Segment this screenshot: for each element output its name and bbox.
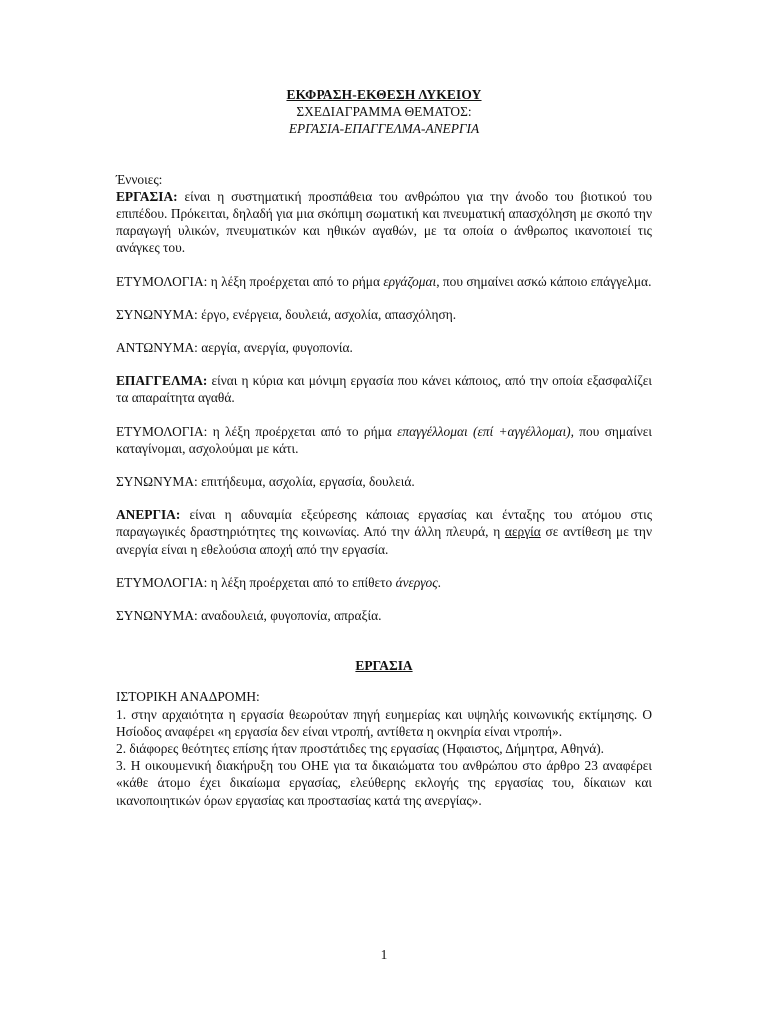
history-item: 2. διάφορες θεότητες επίσης ήταν προστάτιδες της εργασίας (Ηφαιστος, Δήμητρα, Αθηνά). bbox=[116, 741, 605, 757]
document-page bbox=[116, 86, 652, 809]
underlined-word: αεργία bbox=[504, 524, 541, 540]
profession-etymology: ΕΤΥΜΟΛΟΓΙΑ: η λέξη προέρχεται από το ρήμα επαγγέλλομαι (επί +αγγέλλομαι), που σημαίνει καταγίνομαι, ασχολούμαι με κάτι. bbox=[116, 423, 652, 456]
work-antonyms: ΑΝΤΩΝΥΜΑ: αεργία, ανεργία, φυγοπονία. bbox=[116, 340, 353, 356]
work-synonyms: ΣΥΝΩΝΥΜΑ: έργο, ενέργεια, δουλειά, ασχολία, απασχόληση. bbox=[116, 306, 457, 322]
unemployment-etymology: ΕΤΥΜΟΛΟΓΙΑ: η λέξη προέρχεται από το επίθετο άνεργος. bbox=[116, 574, 442, 590]
history-item: 1. στην αρχαιότητα η εργασία θεωρούταν πηγή ευημερίας και υψηλής κοινωνικής εκτίμησης. Ο Ησίοδος αναφέρει «η εργασία δεν είναι ντροπή, αντίθετα η οκνηρία είναι ντροπή». bbox=[116, 706, 652, 739]
document-topic: ΕΡΓΑΣΙΑ-ΕΠΑΓΓΕΛΜΑ-ΑΝΕΡΓΙΑ bbox=[288, 121, 480, 137]
history-item: 3. Η οικουμενική διακήρυξη του ΟΗΕ για τα δικαιώματα του ανθρώπου στο άρθρο 23 αναφέρει «κάθε άτομο έχει δικαίωμα εργασίας, ελεύθερης εκλογής της εργασίας του, δίκαιων και ικανοποιητικών όρων εργασίας και προστασίας κατά της ανεργίας». bbox=[116, 758, 652, 808]
unemployment-term: ΑΝΕΡΓΙΑ: bbox=[116, 507, 181, 523]
concepts-label: Έννοιες: bbox=[116, 171, 163, 187]
document-title: ΕΚΦΡΑΣΗ-ΕΚΘΕΣΗ ΛΥΚΕΙΟΥ bbox=[286, 87, 482, 102]
profession-synonyms: ΣΥΝΩΝΥΜΑ: επιτήδευμα, ασχολία, εργασία, δουλειά. bbox=[116, 474, 415, 490]
work-term: ΕΡΓΑΣΙΑ: bbox=[116, 188, 178, 204]
history-label: ΙΣΤΟΡΙΚΗ ΑΝΑΔΡΟΜΗ: bbox=[116, 689, 260, 705]
page-number: 1 bbox=[380, 947, 388, 962]
section-heading: ΕΡΓΑΣΙΑ bbox=[355, 658, 413, 674]
unemployment-definition: ΑΝΕΡΓΙΑ: είναι η αδυναμία εξεύρεσης κάποιας εργασίας και ένταξης του ατόμου στις παραγωγικές δραστηριότητες της κοινωνίας. Από την άλλη πλευρά, η αεργία σε αντίθεση με την ανεργία είναι η εθελούσια αποχή από την εργασία. bbox=[116, 507, 652, 557]
work-definition: ΕΡΓΑΣΙΑ: είναι η συστηματική προσπάθεια του ανθρώπου για την άνοδο του βιοτικού του επιπέδου. Πρόκειται, δηλαδή για μια σκόπιμη σωματική και πνευματική απασχόληση με σκοπό την παραγωγή υλικών, πνευματικών και ηθικών αγαθών, με τα οποία ο άνθρωπος ικανοποιεί τις ανάγκες του. bbox=[116, 188, 652, 256]
document-subtitle: ΣΧΕΔΙΑΓΡΑΜΜΑ ΘΕΜΑΤΟΣ: bbox=[296, 104, 472, 120]
unemployment-synonyms: ΣΥΝΩΝΥΜΑ: αναδουλειά, φυγοπονία, απραξία. bbox=[116, 608, 382, 624]
work-etymology: ΕΤΥΜΟΛΟΓΙΑ: η λέξη προέρχεται από το ρήμα εργάζομαι, που σημαίνει ασκώ κάποιο επάγγελμα. bbox=[116, 273, 652, 289]
profession-definition: ΕΠΑΓΓΕΛΜΑ: είναι η κύρια και μόνιμη εργασία που κάνει κάποιος, από την οποία εξασφαλίζει τα απαραίτητα αγαθά. bbox=[116, 373, 652, 406]
profession-term: ΕΠΑΓΓΕΛΜΑ: bbox=[116, 373, 208, 389]
